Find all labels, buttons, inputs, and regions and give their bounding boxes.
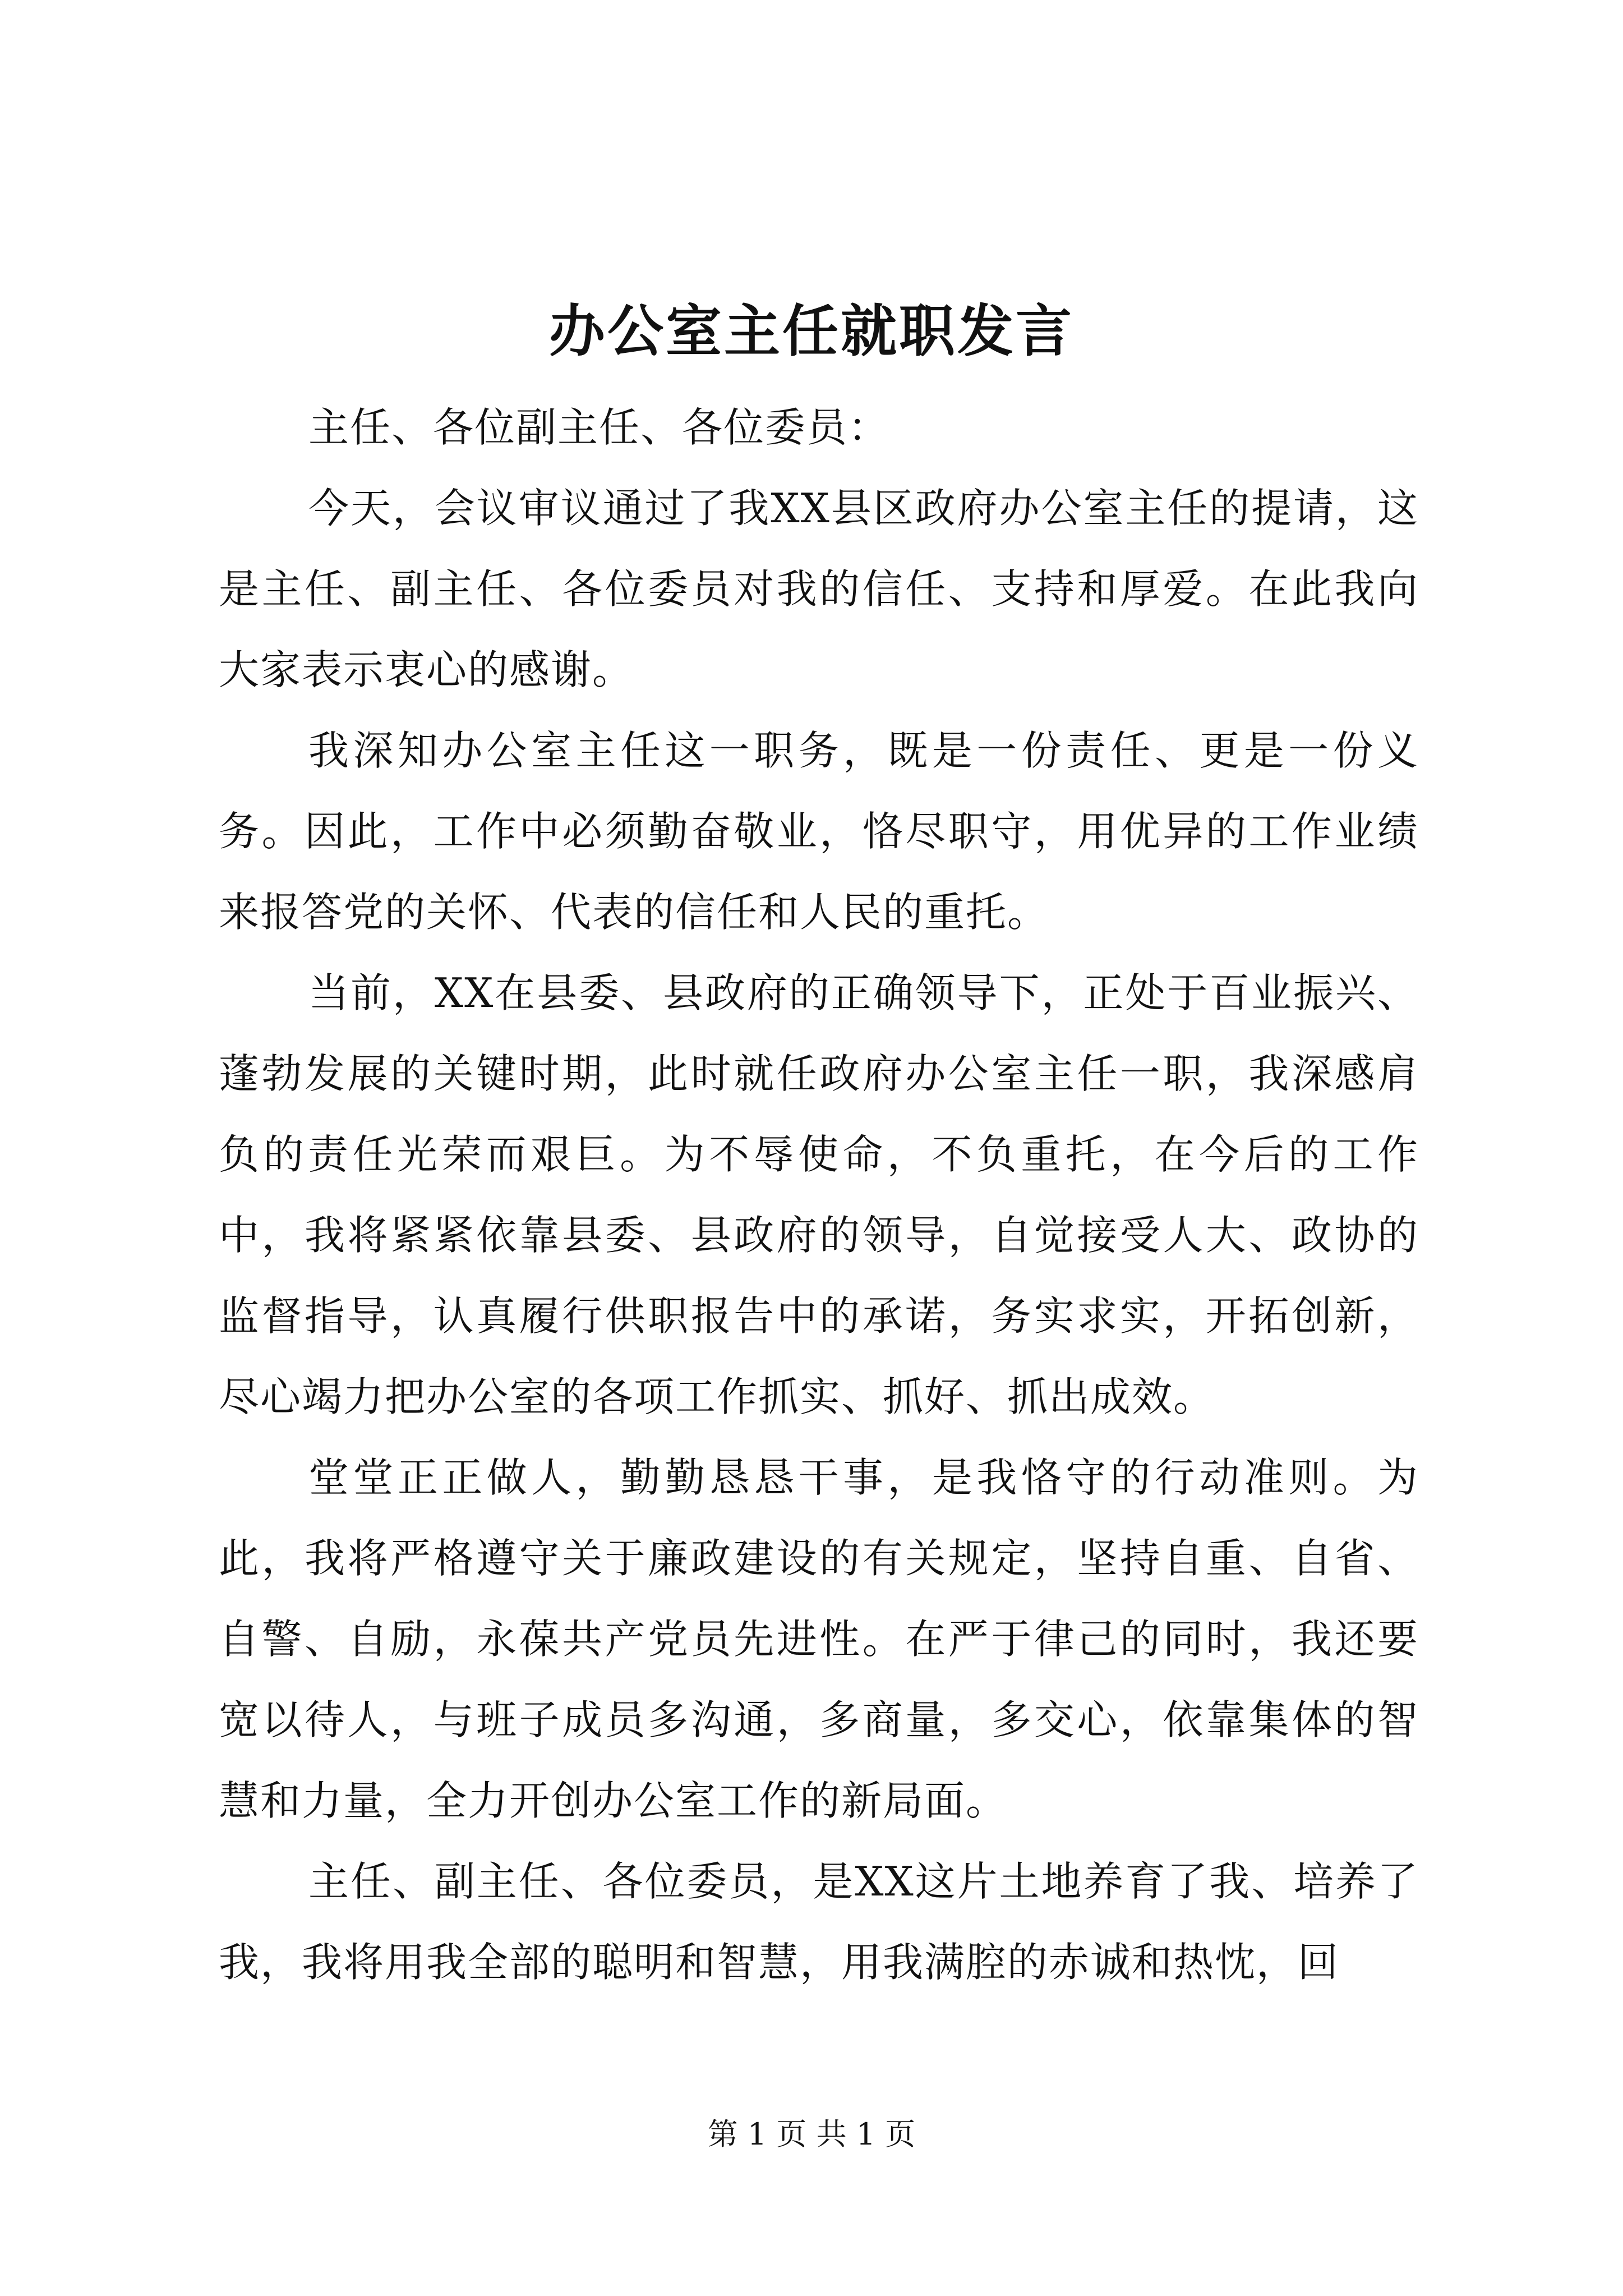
paragraph-1: 今天，会议审议通过了我XX县区政府办公室主任的提请，这是主任、副主任、各位委员对我的信任、支持和厚爱。在此我向大家表示衷心的感谢。 — [219, 485, 1419, 693]
paragraph-3: 当前，XX在县委、县政府的正确领导下，正处于百业振兴、蓬勃发展的关键时期，此时就任政府办公室主任一职，我深感肩负的责任光荣而艰巨。为不辱使命，不负重托，在今后的工作中，我将紧紧依靠县委、县政府的领导，自觉接受人大、政协的监督指导，认真履行供职报告中的承诺，务实求实，开拓创新，尽心竭力把办公室的各项工作抓实、抓好、抓出成效。 — [219, 969, 1419, 1420]
paragraph-2: 我深知办公室主任这一职务，既是一份责任、更是一份义务。因此，工作中必须勤奋敬业，恪尽职守，用优异的工作业绩来报答党的关怀、代表的信任和人民的重托。 — [219, 727, 1419, 936]
paragraph-5: 主任、副主任、各位委员，是XX这片土地养育了我、培养了我，我将用我全部的聪明和智慧，用我满腔的赤诚和热忱，回 — [219, 1858, 1419, 1986]
paragraph-4: 堂堂正正做人，勤勤恳恳干事，是我恪守的行动准则。为此，我将严格遵守关于廉政建设的有关规定，坚持自重、自省、自警、自励，永葆共产党员先进性。在严于律己的同时，我还要宽以待人，与班子成员多沟通，多商量，多交心，依靠集体的智慧和力量，全力开创办公室工作的新局面。 — [219, 1454, 1419, 1824]
document-title: 办公室主任就职发言 — [549, 298, 1074, 364]
salutation: 主任、各位副主任、各位委员： — [308, 404, 890, 451]
document-body — [219, 387, 1419, 2003]
page-footer: 第 1 页 共 1 页 — [707, 2116, 916, 2152]
